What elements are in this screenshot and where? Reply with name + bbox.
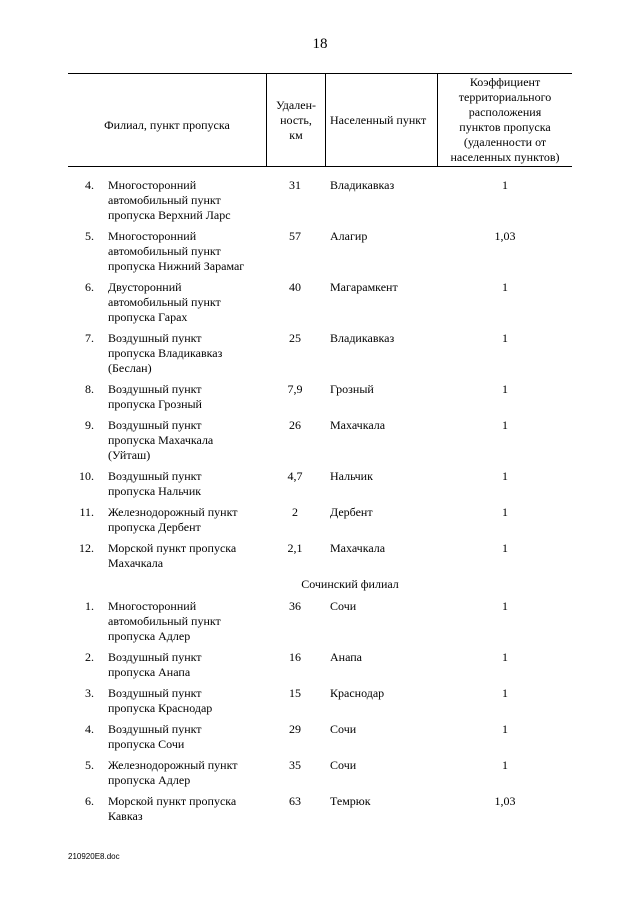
distance-value: 16 [289,650,301,664]
checkpoint-name: Морской пункт пропуска Кавказ [108,794,237,823]
checkpoint-name: Многосторонний автомобильный пункт пропуска Адлер [108,599,221,643]
header-distance: Удален- ность, км [266,74,326,166]
checkpoint-name: Воздушный пункт пропуска Анапа [108,650,202,679]
header-branch: Филиал, пункт пропуска [104,117,230,132]
settlement-name: Сочи [330,722,357,736]
checkpoint-name: Морской пункт пропуска Махачкала [108,541,237,570]
header-settlement: Населенный пункт [324,74,438,166]
checkpoint-name: Железнодорожный пункт пропуска Дербент [108,505,238,534]
table-row [68,758,572,794]
settlement-name: Сочи [330,599,357,613]
row-number: 4. [85,178,94,192]
row-number: 6. [85,794,94,808]
settlement-name: Нальчик [330,469,373,483]
row-number: 3. [85,686,94,700]
table-row [68,541,572,577]
distance-value: 26 [289,418,301,432]
distance-value: 2,1 [287,541,303,555]
row-number: 8. [85,382,94,396]
table-row [68,382,572,418]
table-row [68,229,572,280]
table-row [68,178,572,229]
row-number: 6. [85,280,94,294]
table-row [68,599,572,650]
distance-value: 4,7 [287,469,303,483]
distance-value: 63 [289,794,301,808]
settlement-name: Темрюк [330,794,371,808]
coefficient-value: 1 [502,382,508,396]
checkpoint-name: Многосторонний автомобильный пункт пропуска Нижний Зарамаг [108,229,245,273]
settlement-name: Владикавказ [330,178,395,192]
section-title: Сочинский филиал [301,577,399,591]
settlement-name: Анапа [330,650,363,664]
row-number: 1. [85,599,94,613]
coefficient-value: 1 [502,599,508,613]
coefficient-value: 1 [502,650,508,664]
distance-value: 36 [289,599,301,613]
settlement-name: Владикавказ [330,331,395,345]
footer-filename: 210920E8.doc [68,852,120,861]
row-number: 5. [85,229,94,243]
checkpoint-table [68,73,572,830]
coefficient-value: 1 [502,178,508,192]
distance-value: 2 [292,505,298,519]
row-number: 7. [85,331,94,345]
table-row [68,418,572,469]
row-number: 9. [85,418,94,432]
distance-value: 40 [289,280,301,294]
coefficient-value: 1 [502,331,508,345]
table-row [68,469,572,505]
page-number: 18 [312,36,328,52]
row-number: 10. [79,469,94,483]
distance-value: 7,9 [287,382,303,396]
distance-value: 25 [289,331,301,345]
coefficient-value: 1 [502,469,508,483]
table-header [68,73,572,167]
row-number: 12. [79,541,94,555]
distance-value: 57 [289,229,301,243]
coefficient-value: 1 [502,686,508,700]
table-row [68,686,572,722]
checkpoint-name: Двусторонний автомобильный пункт пропуска Гарах [108,280,221,324]
settlement-name: Алагир [330,229,368,243]
checkpoint-name: Воздушный пункт пропуска Краснодар [108,686,213,715]
table-row [68,331,572,382]
row-number: 4. [85,722,94,736]
row-number: 5. [85,758,94,772]
checkpoint-name: Воздушный пункт пропуска Сочи [108,722,202,751]
table-row [68,505,572,541]
coefficient-value: 1 [502,280,508,294]
checkpoint-name: Воздушный пункт пропуска Махачкала (Уйташ) [108,418,214,462]
coefficient-value: 1 [502,758,508,772]
header-coefficient: Коэффициент территориального расположения пунктов пропуска (удаленности от населенных пунктов) [450,75,560,164]
distance-value: 31 [289,178,301,192]
checkpoint-name: Воздушный пункт пропуска Нальчик [108,469,202,498]
settlement-name: Махачкала [330,541,386,555]
coefficient-value: 1,03 [494,229,516,243]
row-number: 11. [79,505,94,519]
coefficient-value: 1 [502,722,508,736]
checkpoint-name: Воздушный пункт пропуска Грозный [108,382,202,411]
table-body-group-1 [68,178,572,577]
table-body-group-2 [68,599,572,830]
settlement-name: Дербент [330,505,373,519]
distance-value: 15 [289,686,301,700]
checkpoint-name: Воздушный пункт пропуска Владикавказ (Беслан) [108,331,223,375]
checkpoint-name: Железнодорожный пункт пропуска Адлер [108,758,238,787]
table-row [68,794,572,830]
settlement-name: Сочи [330,758,357,772]
table-row [68,650,572,686]
coefficient-value: 1,03 [494,794,516,808]
table-row [68,722,572,758]
checkpoint-name: Многосторонний автомобильный пункт пропуска Верхний Ларс [108,178,231,222]
coefficient-value: 1 [502,541,508,555]
settlement-name: Магарамкент [330,280,398,294]
row-number: 2. [85,650,94,664]
settlement-name: Краснодар [330,686,385,700]
table-row [68,280,572,331]
distance-value: 35 [289,758,301,772]
settlement-name: Грозный [330,382,374,396]
coefficient-value: 1 [502,505,508,519]
distance-value: 29 [289,722,301,736]
settlement-name: Махачкала [330,418,386,432]
coefficient-value: 1 [502,418,508,432]
